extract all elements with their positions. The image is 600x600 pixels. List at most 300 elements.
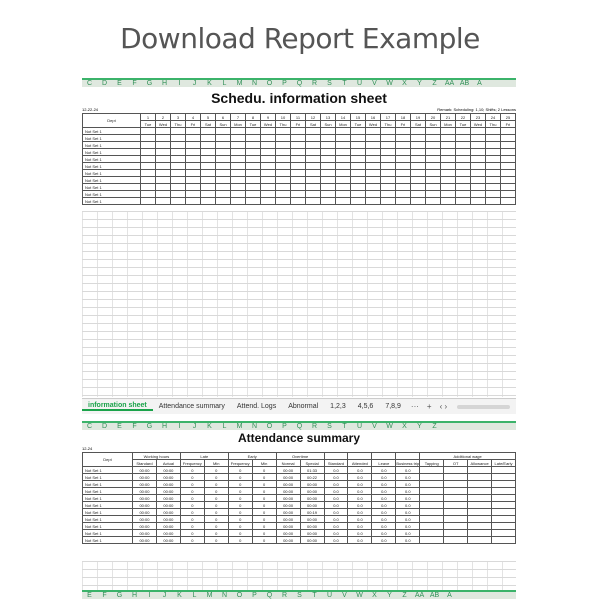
schedule-cell[interactable] <box>471 184 486 191</box>
schedule-cell[interactable] <box>276 156 291 163</box>
column-letter[interactable]: L <box>222 80 227 87</box>
schedule-cell[interactable] <box>351 191 366 198</box>
schedule-cell[interactable] <box>471 177 486 184</box>
schedule-cell[interactable] <box>501 156 516 163</box>
schedule-cell[interactable] <box>336 128 351 135</box>
schedule-cell[interactable] <box>336 163 351 170</box>
schedule-cell[interactable] <box>216 184 231 191</box>
schedule-cell[interactable] <box>171 156 186 163</box>
schedule-cell[interactable] <box>276 170 291 177</box>
column-letter[interactable]: Y <box>417 423 422 430</box>
schedule-cell[interactable] <box>486 170 501 177</box>
schedule-cell[interactable] <box>336 149 351 156</box>
schedule-cell[interactable] <box>441 198 456 205</box>
schedule-cell[interactable] <box>411 184 426 191</box>
schedule-cell[interactable] <box>261 198 276 205</box>
schedule-cell[interactable] <box>501 135 516 142</box>
schedule-cell[interactable] <box>501 191 516 198</box>
schedule-cell[interactable] <box>171 170 186 177</box>
column-letter[interactable]: V <box>342 592 347 599</box>
schedule-cell[interactable] <box>396 135 411 142</box>
schedule-cell[interactable] <box>501 177 516 184</box>
schedule-cell[interactable] <box>441 142 456 149</box>
schedule-cell[interactable] <box>186 163 201 170</box>
schedule-cell[interactable] <box>141 198 156 205</box>
schedule-cell[interactable] <box>381 184 396 191</box>
schedule-cell[interactable] <box>246 149 261 156</box>
schedule-cell[interactable] <box>201 184 216 191</box>
schedule-cell[interactable] <box>141 149 156 156</box>
schedule-cell[interactable] <box>441 191 456 198</box>
schedule-cell[interactable] <box>276 142 291 149</box>
schedule-cell[interactable] <box>351 135 366 142</box>
schedule-cell[interactable] <box>456 170 471 177</box>
column-letter[interactable]: C <box>86 423 93 430</box>
schedule-cell[interactable] <box>366 191 381 198</box>
schedule-cell[interactable] <box>396 156 411 163</box>
schedule-cell[interactable] <box>231 142 246 149</box>
schedule-cell[interactable] <box>321 142 336 149</box>
column-letter[interactable]: H <box>131 592 138 599</box>
schedule-cell[interactable] <box>186 128 201 135</box>
schedule-cell[interactable] <box>171 149 186 156</box>
tab-information-sheet[interactable]: information sheet <box>82 402 153 411</box>
column-letter[interactable]: T <box>342 80 347 87</box>
schedule-cell[interactable] <box>351 198 366 205</box>
schedule-cell[interactable] <box>141 156 156 163</box>
schedule-cell[interactable] <box>156 128 171 135</box>
schedule-cell[interactable] <box>186 170 201 177</box>
schedule-cell[interactable] <box>246 198 261 205</box>
schedule-cell[interactable] <box>351 149 366 156</box>
schedule-cell[interactable] <box>231 177 246 184</box>
schedule-cell[interactable] <box>186 142 201 149</box>
schedule-cell[interactable] <box>411 142 426 149</box>
schedule-cell[interactable] <box>261 149 276 156</box>
schedule-cell[interactable] <box>306 128 321 135</box>
table-row[interactable] <box>83 142 516 149</box>
schedule-cell[interactable] <box>426 191 441 198</box>
schedule-cell[interactable] <box>366 156 381 163</box>
schedule-cell[interactable] <box>396 149 411 156</box>
column-letter[interactable]: C <box>86 80 93 87</box>
schedule-cell[interactable] <box>156 170 171 177</box>
column-letter[interactable]: G <box>116 592 123 599</box>
schedule-cell[interactable] <box>411 170 426 177</box>
schedule-cell[interactable] <box>366 135 381 142</box>
schedule-cell[interactable] <box>156 149 171 156</box>
tab-more-button[interactable]: ··· <box>410 402 419 411</box>
schedule-cell[interactable] <box>261 142 276 149</box>
schedule-cell[interactable] <box>291 170 306 177</box>
column-letter[interactable]: R <box>311 80 318 87</box>
column-letter[interactable]: Q <box>296 80 303 87</box>
schedule-cell[interactable] <box>291 135 306 142</box>
schedule-cell[interactable] <box>201 163 216 170</box>
table-row[interactable] <box>83 177 516 184</box>
schedule-cell[interactable] <box>441 163 456 170</box>
schedule-cell[interactable] <box>396 170 411 177</box>
schedule-cell[interactable] <box>336 191 351 198</box>
schedule-cell[interactable] <box>141 135 156 142</box>
schedule-cell[interactable] <box>471 156 486 163</box>
schedule-cell[interactable] <box>246 170 261 177</box>
column-letter[interactable]: X <box>402 423 407 430</box>
schedule-cell[interactable] <box>381 191 396 198</box>
schedule-cell[interactable] <box>276 191 291 198</box>
schedule-cell[interactable] <box>231 135 246 142</box>
schedule-cell[interactable] <box>366 177 381 184</box>
schedule-cell[interactable] <box>201 142 216 149</box>
schedule-cell[interactable] <box>186 198 201 205</box>
schedule-cell[interactable] <box>216 156 231 163</box>
schedule-cell[interactable] <box>276 184 291 191</box>
horizontal-scrollbar[interactable] <box>457 405 510 409</box>
schedule-cell[interactable] <box>321 156 336 163</box>
column-letter[interactable]: W <box>386 423 393 430</box>
schedule-cell[interactable] <box>501 170 516 177</box>
column-letter[interactable]: U <box>356 80 363 87</box>
table-row[interactable] <box>83 128 516 135</box>
tab-4-5-6[interactable]: 4,5,6 <box>357 403 374 410</box>
schedule-cell[interactable] <box>216 177 231 184</box>
column-letter[interactable]: E <box>117 80 122 87</box>
schedule-cell[interactable] <box>381 170 396 177</box>
column-letter[interactable]: Z <box>432 80 437 87</box>
column-letter[interactable]: S <box>297 592 302 599</box>
schedule-cell[interactable] <box>291 149 306 156</box>
schedule-cell[interactable] <box>186 135 201 142</box>
table-row[interactable] <box>83 191 516 198</box>
schedule-cell[interactable] <box>186 177 201 184</box>
schedule-cell[interactable] <box>426 184 441 191</box>
schedule-cell[interactable] <box>291 198 306 205</box>
schedule-cell[interactable] <box>351 163 366 170</box>
schedule-cell[interactable] <box>441 184 456 191</box>
column-letter[interactable]: P <box>252 592 257 599</box>
schedule-cell[interactable] <box>486 128 501 135</box>
schedule-cell[interactable] <box>381 198 396 205</box>
column-letter[interactable]: O <box>236 592 243 599</box>
schedule-cell[interactable] <box>456 149 471 156</box>
schedule-cell[interactable] <box>306 149 321 156</box>
schedule-cell[interactable] <box>306 156 321 163</box>
schedule-cell[interactable] <box>501 128 516 135</box>
column-letter[interactable]: K <box>177 592 182 599</box>
column-letter[interactable]: X <box>372 592 377 599</box>
schedule-cell[interactable] <box>306 170 321 177</box>
schedule-cell[interactable] <box>156 156 171 163</box>
schedule-cell[interactable] <box>261 170 276 177</box>
schedule-cell[interactable] <box>321 135 336 142</box>
column-letter[interactable]: E <box>117 423 122 430</box>
schedule-cell[interactable] <box>141 184 156 191</box>
schedule-cell[interactable] <box>216 191 231 198</box>
schedule-cell[interactable] <box>231 184 246 191</box>
schedule-cell[interactable] <box>276 163 291 170</box>
schedule-cell[interactable] <box>246 163 261 170</box>
schedule-cell[interactable] <box>501 163 516 170</box>
schedule-cell[interactable] <box>351 142 366 149</box>
schedule-cell[interactable] <box>276 177 291 184</box>
schedule-cell[interactable] <box>276 149 291 156</box>
schedule-cell[interactable] <box>141 128 156 135</box>
schedule-cell[interactable] <box>456 156 471 163</box>
schedule-cell[interactable] <box>141 163 156 170</box>
column-letter[interactable]: I <box>178 80 181 87</box>
column-letter[interactable]: H <box>161 80 168 87</box>
column-letter[interactable]: L <box>222 423 227 430</box>
schedule-cell[interactable] <box>141 170 156 177</box>
schedule-cell[interactable] <box>321 191 336 198</box>
schedule-cell[interactable] <box>321 177 336 184</box>
schedule-cell[interactable] <box>456 135 471 142</box>
schedule-cell[interactable] <box>171 198 186 205</box>
schedule-cell[interactable] <box>261 128 276 135</box>
tab-nav-icon[interactable]: ‹ › <box>439 402 448 411</box>
schedule-cell[interactable] <box>171 142 186 149</box>
schedule-cell[interactable] <box>471 142 486 149</box>
schedule-cell[interactable] <box>321 149 336 156</box>
column-letter[interactable]: P <box>282 423 287 430</box>
schedule-cell[interactable] <box>426 149 441 156</box>
schedule-cell[interactable] <box>171 135 186 142</box>
schedule-cell[interactable] <box>486 184 501 191</box>
schedule-cell[interactable] <box>336 184 351 191</box>
schedule-cell[interactable] <box>321 128 336 135</box>
schedule-cell[interactable] <box>336 170 351 177</box>
schedule-cell[interactable] <box>231 198 246 205</box>
schedule-cell[interactable] <box>501 198 516 205</box>
schedule-cell[interactable] <box>141 142 156 149</box>
schedule-cell[interactable] <box>381 149 396 156</box>
schedule-cell[interactable] <box>201 135 216 142</box>
column-letter[interactable]: G <box>146 80 153 87</box>
schedule-cell[interactable] <box>246 135 261 142</box>
schedule-cell[interactable] <box>366 149 381 156</box>
tab-1-2-3[interactable]: 1,2,3 <box>330 403 346 410</box>
schedule-cell[interactable] <box>336 156 351 163</box>
schedule-cell[interactable] <box>426 177 441 184</box>
schedule-cell[interactable] <box>276 128 291 135</box>
schedule-cell[interactable] <box>501 142 516 149</box>
column-letter[interactable]: J <box>162 592 167 599</box>
schedule-cell[interactable] <box>306 184 321 191</box>
schedule-cell[interactable] <box>441 135 456 142</box>
schedule-cell[interactable] <box>171 177 186 184</box>
column-letter[interactable]: I <box>178 423 181 430</box>
column-letter[interactable]: K <box>207 423 212 430</box>
schedule-cell[interactable] <box>321 163 336 170</box>
column-letter[interactable]: N <box>221 592 228 599</box>
schedule-cell[interactable] <box>411 135 426 142</box>
schedule-cell[interactable] <box>366 163 381 170</box>
column-letter[interactable]: AA <box>444 80 455 87</box>
schedule-cell[interactable] <box>471 135 486 142</box>
column-letter[interactable]: U <box>356 423 363 430</box>
schedule-cell[interactable] <box>231 128 246 135</box>
schedule-cell[interactable] <box>231 149 246 156</box>
table-row[interactable] <box>83 474 516 481</box>
column-letter[interactable]: W <box>386 80 393 87</box>
column-letter[interactable]: R <box>311 423 318 430</box>
schedule-cell[interactable] <box>231 191 246 198</box>
schedule-cell[interactable] <box>141 191 156 198</box>
schedule-cell[interactable] <box>411 177 426 184</box>
schedule-cell[interactable] <box>261 184 276 191</box>
schedule-cell[interactable] <box>411 191 426 198</box>
column-letter[interactable]: S <box>327 423 332 430</box>
schedule-cell[interactable] <box>306 142 321 149</box>
schedule-cell[interactable] <box>501 149 516 156</box>
column-letter[interactable]: P <box>282 80 287 87</box>
column-letter[interactable]: AA <box>414 592 425 599</box>
schedule-cell[interactable] <box>351 170 366 177</box>
schedule-cell[interactable] <box>426 170 441 177</box>
schedule-cell[interactable] <box>471 198 486 205</box>
schedule-cell[interactable] <box>186 191 201 198</box>
column-letter[interactable]: G <box>146 423 153 430</box>
column-letter[interactable]: F <box>132 80 137 87</box>
schedule-cell[interactable] <box>216 142 231 149</box>
schedule-cell[interactable] <box>366 198 381 205</box>
schedule-cell[interactable] <box>261 191 276 198</box>
tab-7-8-9[interactable]: 7,8,9 <box>385 403 401 410</box>
schedule-cell[interactable] <box>291 191 306 198</box>
column-letter[interactable]: D <box>101 423 108 430</box>
schedule-cell[interactable] <box>336 198 351 205</box>
schedule-cell[interactable] <box>321 184 336 191</box>
schedule-cell[interactable] <box>456 142 471 149</box>
schedule-cell[interactable] <box>246 142 261 149</box>
column-letter[interactable]: U <box>326 592 333 599</box>
schedule-cell[interactable] <box>486 163 501 170</box>
column-letter[interactable]: T <box>312 592 317 599</box>
schedule-cell[interactable] <box>456 163 471 170</box>
table-row[interactable] <box>83 516 516 523</box>
schedule-cell[interactable] <box>171 128 186 135</box>
schedule-cell[interactable] <box>486 191 501 198</box>
schedule-cell[interactable] <box>336 142 351 149</box>
schedule-cell[interactable] <box>351 177 366 184</box>
schedule-cell[interactable] <box>201 149 216 156</box>
schedule-cell[interactable] <box>321 170 336 177</box>
tab-attend-logs[interactable]: Attend. Logs <box>236 403 277 410</box>
column-letter[interactable]: I <box>148 592 151 599</box>
schedule-cell[interactable] <box>261 177 276 184</box>
schedule-cell[interactable] <box>441 177 456 184</box>
column-letter[interactable]: O <box>266 80 273 87</box>
table-row[interactable] <box>83 509 516 516</box>
schedule-cell[interactable] <box>171 184 186 191</box>
schedule-cell[interactable] <box>201 191 216 198</box>
schedule-cell[interactable] <box>381 142 396 149</box>
schedule-cell[interactable] <box>486 135 501 142</box>
schedule-cell[interactable] <box>216 170 231 177</box>
schedule-cell[interactable] <box>156 177 171 184</box>
schedule-cell[interactable] <box>201 128 216 135</box>
schedule-cell[interactable] <box>366 142 381 149</box>
schedule-cell[interactable] <box>291 128 306 135</box>
schedule-cell[interactable] <box>471 170 486 177</box>
table-row[interactable] <box>83 163 516 170</box>
column-letter[interactable]: D <box>101 80 108 87</box>
schedule-cell[interactable] <box>171 191 186 198</box>
column-letter[interactable]: AB <box>429 592 440 599</box>
schedule-cell[interactable] <box>201 198 216 205</box>
schedule-cell[interactable] <box>366 184 381 191</box>
schedule-cell[interactable] <box>261 156 276 163</box>
table-row[interactable] <box>83 523 516 530</box>
schedule-cell[interactable] <box>276 135 291 142</box>
schedule-cell[interactable] <box>306 198 321 205</box>
schedule-cell[interactable] <box>261 163 276 170</box>
table-row[interactable] <box>83 488 516 495</box>
column-letter[interactable]: E <box>87 592 92 599</box>
schedule-cell[interactable] <box>366 170 381 177</box>
table-row[interactable] <box>83 170 516 177</box>
column-letter[interactable]: V <box>372 423 377 430</box>
column-letter[interactable]: M <box>206 592 213 599</box>
table-row[interactable] <box>83 495 516 502</box>
column-letter[interactable]: A <box>447 592 452 599</box>
schedule-cell[interactable] <box>216 149 231 156</box>
schedule-cell[interactable] <box>396 128 411 135</box>
column-letter[interactable]: Z <box>402 592 407 599</box>
column-letter[interactable]: M <box>236 423 243 430</box>
schedule-cell[interactable] <box>396 142 411 149</box>
schedule-cell[interactable] <box>156 163 171 170</box>
table-row[interactable] <box>83 537 516 544</box>
schedule-cell[interactable] <box>201 177 216 184</box>
column-letter[interactable]: J <box>192 80 197 87</box>
schedule-cell[interactable] <box>246 156 261 163</box>
column-letter[interactable]: F <box>102 592 107 599</box>
schedule-cell[interactable] <box>231 170 246 177</box>
schedule-cell[interactable] <box>426 198 441 205</box>
schedule-cell[interactable] <box>471 163 486 170</box>
tab-attendance-summary[interactable]: Attendance summary <box>158 403 225 410</box>
schedule-cell[interactable] <box>441 128 456 135</box>
schedule-cell[interactable] <box>156 135 171 142</box>
table-row[interactable] <box>83 156 516 163</box>
schedule-cell[interactable] <box>336 135 351 142</box>
table-row[interactable] <box>83 149 516 156</box>
schedule-cell[interactable] <box>276 198 291 205</box>
schedule-cell[interactable] <box>441 156 456 163</box>
schedule-cell[interactable] <box>306 163 321 170</box>
schedule-cell[interactable] <box>231 163 246 170</box>
schedule-cell[interactable] <box>171 163 186 170</box>
schedule-cell[interactable] <box>201 156 216 163</box>
schedule-cell[interactable] <box>411 149 426 156</box>
schedule-cell[interactable] <box>306 135 321 142</box>
schedule-cell[interactable] <box>396 198 411 205</box>
schedule-cell[interactable] <box>471 149 486 156</box>
column-letter[interactable]: Z <box>432 423 437 430</box>
add-sheet-button[interactable]: + <box>426 402 432 411</box>
schedule-cell[interactable] <box>471 191 486 198</box>
schedule-cell[interactable] <box>411 163 426 170</box>
schedule-cell[interactable] <box>456 177 471 184</box>
column-letter[interactable]: AB <box>459 80 470 87</box>
schedule-cell[interactable] <box>426 156 441 163</box>
column-letter[interactable]: S <box>327 80 332 87</box>
tab-abnormal[interactable]: Abnormal <box>288 403 319 410</box>
schedule-cell[interactable] <box>411 198 426 205</box>
schedule-cell[interactable] <box>486 142 501 149</box>
schedule-cell[interactable] <box>291 163 306 170</box>
